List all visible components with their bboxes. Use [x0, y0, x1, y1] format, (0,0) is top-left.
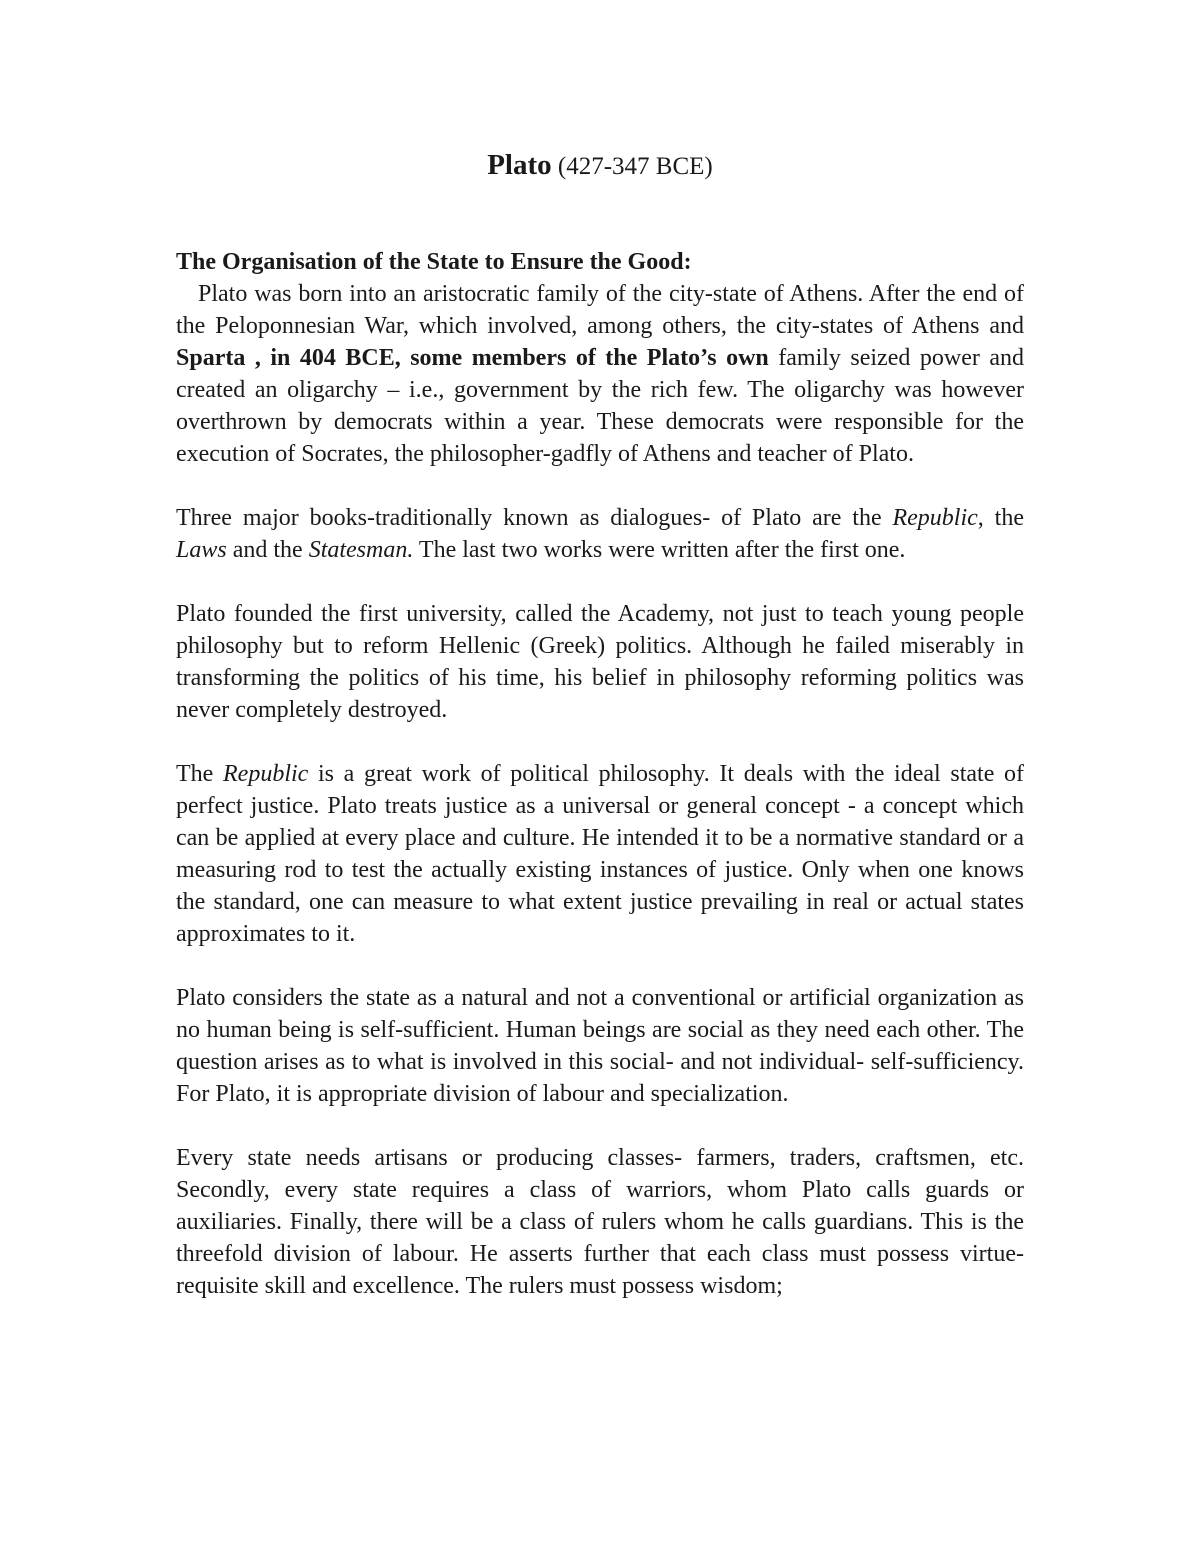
paragraph-1-text-a: Plato was born into an aristocratic family of the city-state of Athens. After the end of the Peloponnesian War, which involved, among others, the city-states of Athens and — [176, 281, 1024, 339]
title-dates: (427-347 BCE) — [557, 153, 713, 180]
book-title-republic-2: Republic — [223, 761, 309, 787]
paragraph-2-text-c: and the — [226, 537, 309, 563]
paragraph-1 — [176, 278, 1024, 470]
document-body — [176, 140, 1024, 1302]
book-title-republic: Republic — [892, 505, 978, 531]
paragraph-4-text-a: The — [176, 761, 223, 787]
paragraph-6: Every state needs artisans or producing classes- farmers, traders, craftsmen, etc. Secondly, every state requires a class of warriors, whom Plato calls guards or auxiliaries. Finally, there will be a class of rulers whom he calls guardians. This is the threefold division of labour. He asserts further that each class must possess virtue- requisite skill and excellence. The rulers must possess wisdom; — [176, 1145, 1024, 1299]
section-heading: The Organisation of the State to Ensure the Good: — [176, 249, 692, 275]
paragraph-3: Plato founded the first university, called the Academy, not just to teach young people philosophy but to reform Hellenic (Greek) politics. Although he failed miserably in transforming the politics of his time, his belief in philosophy reforming politics was never completely destroyed. — [176, 601, 1024, 723]
book-title-statesman: Statesman. — [308, 537, 414, 563]
paragraph-5: Plato considers the state as a natural and not a conventional or artificial organization as no human being is self-sufficient. Human beings are social as they need each other. The question arises as to what is involved in this social- and not individual- self-sufficiency. For Plato, it is appropriate division of labour and specialization. — [176, 985, 1024, 1107]
paragraph-2-text-a: Three major books-traditionally known as dialogues- of Plato are the — [176, 505, 893, 531]
paragraph-1-text-c: family seized power and created an oligarchy – i.e., government by the rich few. The oligarchy was however overthrown by democrats within a year. These democrats were responsible for the execution of Socrates, the philosopher-gadfly of Athens and teacher of Plato. — [176, 345, 1024, 467]
paragraph-4-text-b: is a great work of political philosophy. It deals with the ideal state of perfect justice. Plato treats justice as a universal or general concept - a concept which can be applied at every place and culture. He intended it to be a normative standard or a measuring rod to test the actually existing instances of justice. Only when one knows the standard, one can measure to what extent justice prevailing in real or actual states approximates to it. — [176, 761, 1025, 947]
paragraph-2-text-d: The last two works were written after the first one. — [413, 537, 906, 563]
paragraph-4 — [176, 758, 1024, 950]
paragraph-2-text-b: , the — [977, 505, 1024, 531]
paragraph-1-bold-text: Sparta , in 404 BCE, some members of the Plato’s own — [176, 345, 769, 371]
paragraph-2 — [176, 502, 1024, 566]
title-name: Plato — [487, 149, 552, 181]
book-title-laws: Laws — [176, 537, 227, 563]
page-title — [176, 140, 1024, 190]
